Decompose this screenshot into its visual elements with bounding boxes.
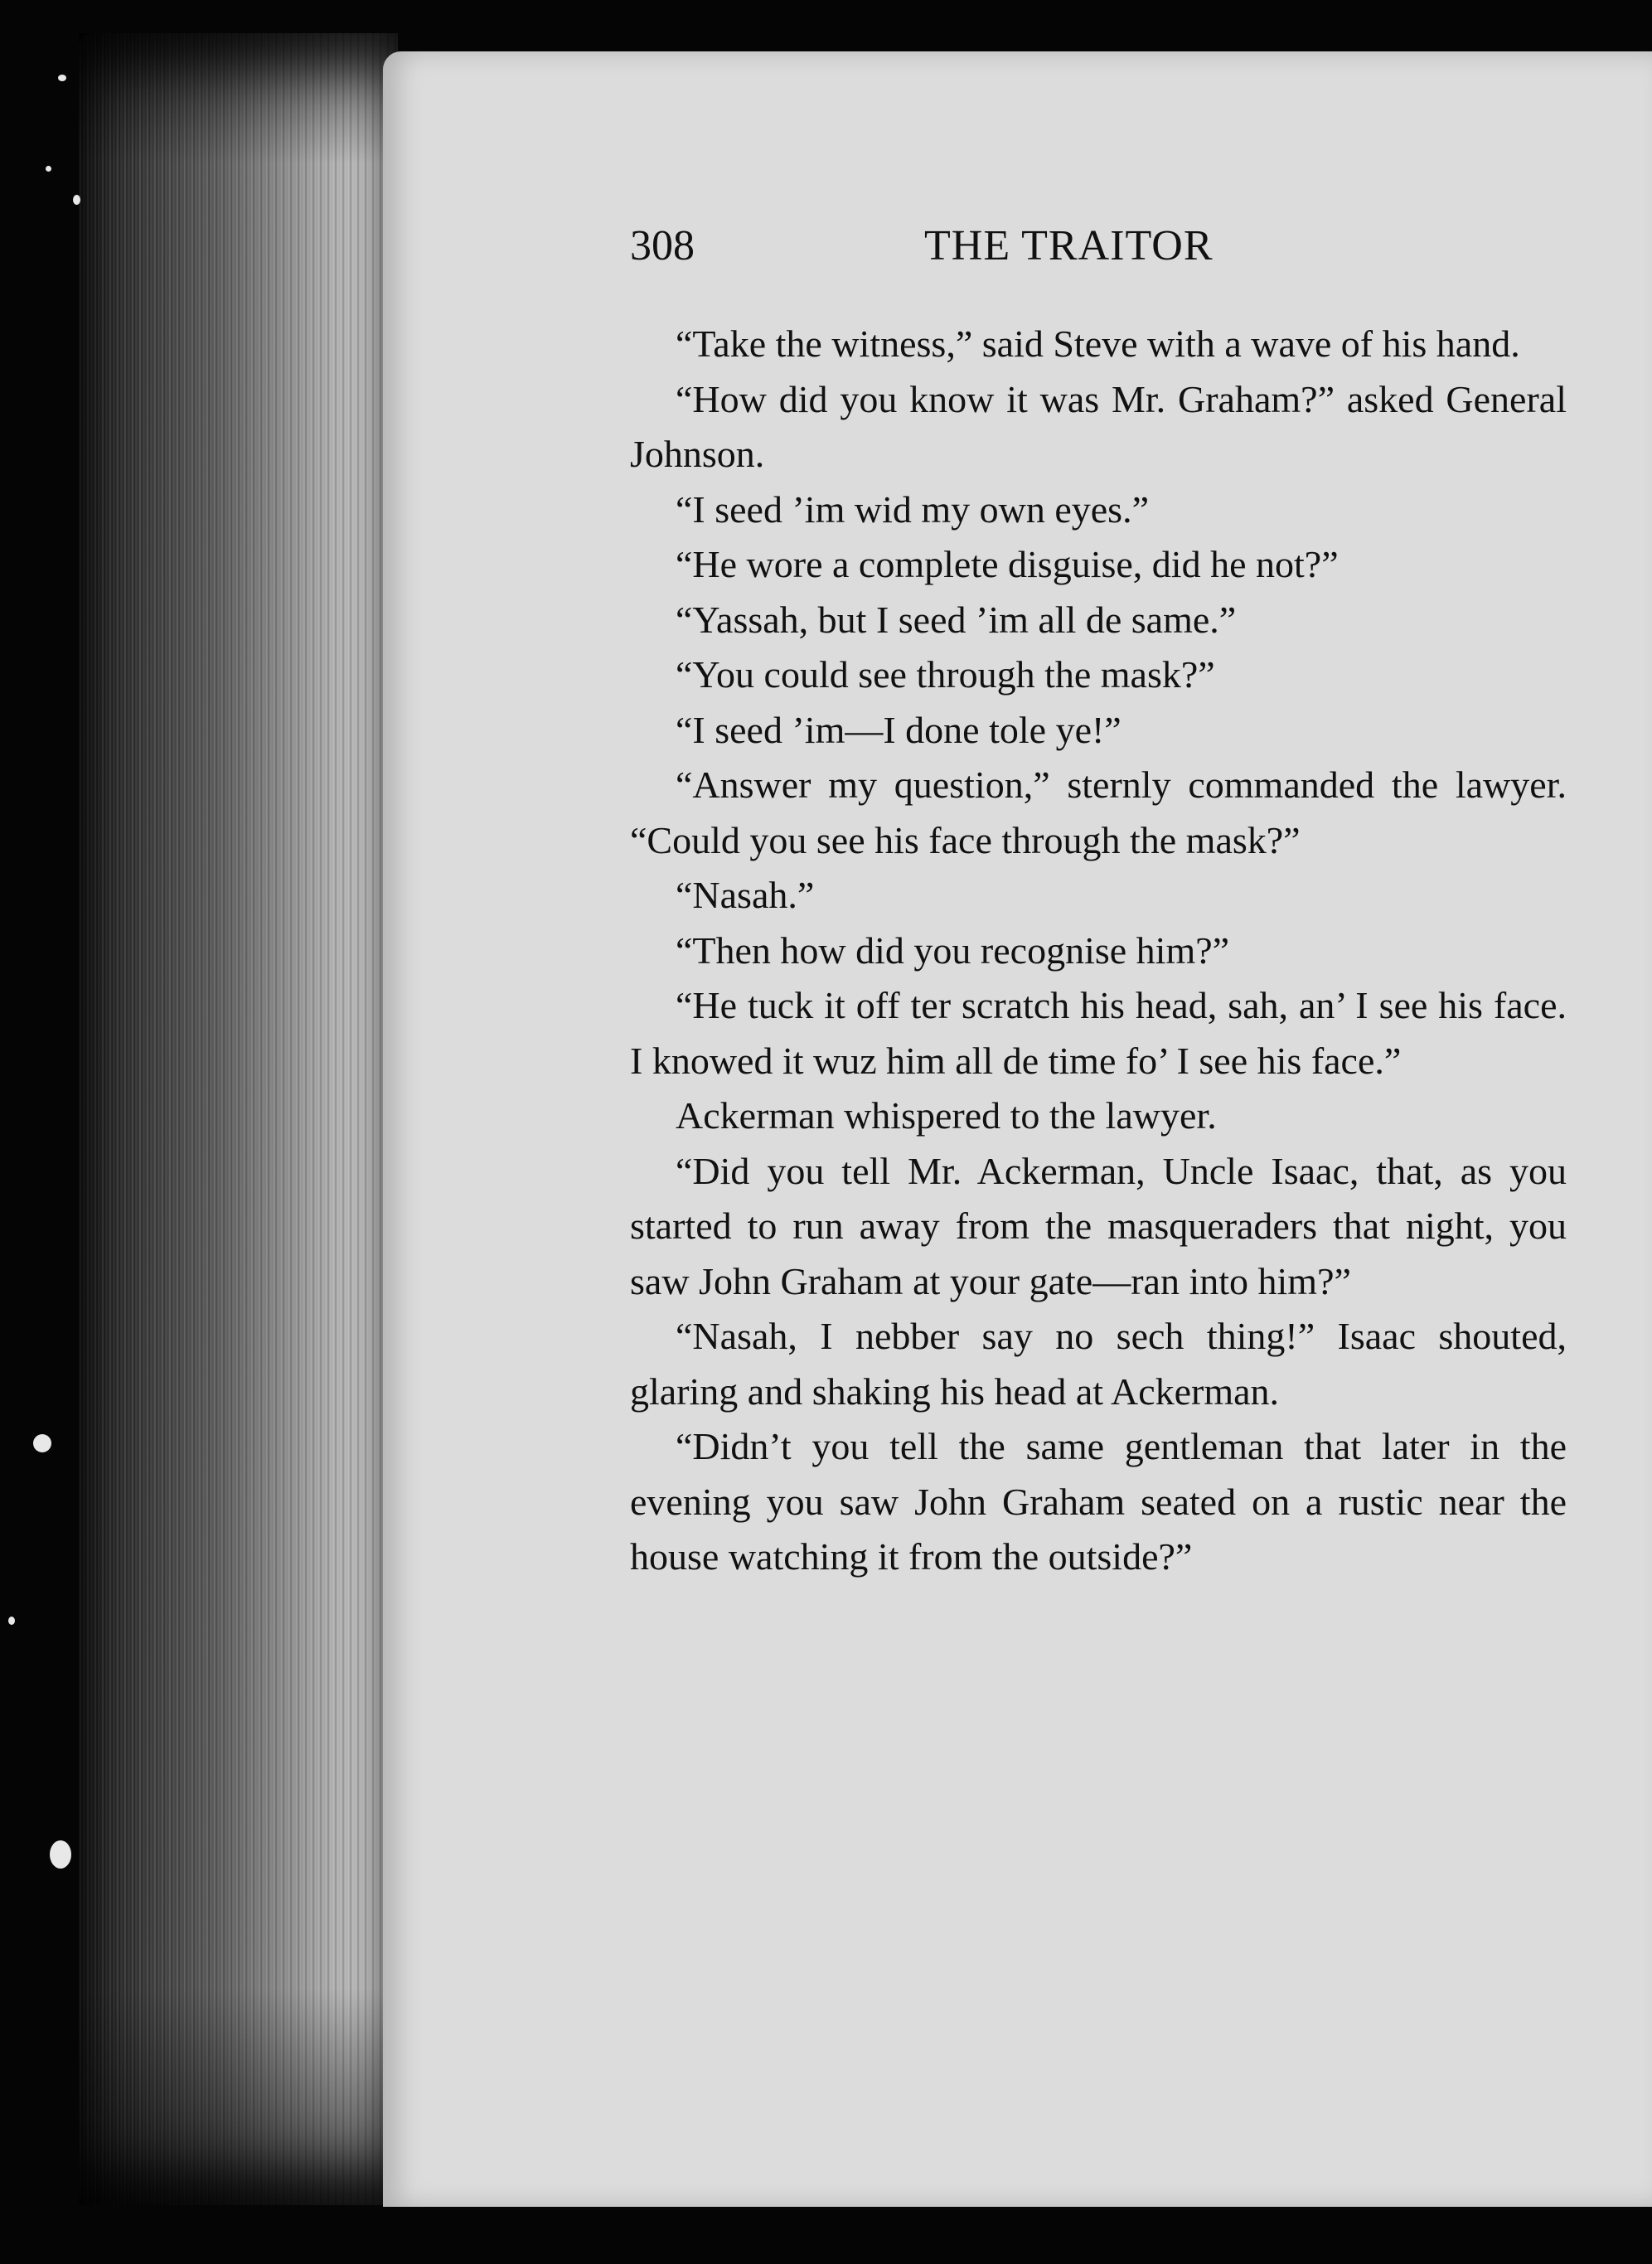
body-text	[630, 317, 1567, 1585]
dust-speck	[73, 195, 80, 205]
paragraph: “Then how did you recognise him?”	[676, 928, 1230, 972]
dust-speck	[8, 1617, 15, 1625]
book-fore-edge	[79, 33, 398, 2205]
paragraph: “Nasah, I nebber say no sech thing!” Isaac shouted, glaring and shaking his head at Ackerman.	[630, 1315, 1567, 1413]
paragraph: “Did you tell Mr. Ackerman, Uncle Isaac, that, as you started to run away from the masqueraders that night, you saw John Graham at your gate—ran into him?”	[630, 1149, 1567, 1302]
paragraph: “He wore a complete disguise, did he not?”	[676, 543, 1339, 585]
paragraph: “Didn’t you tell the same gentleman that later in the evening you saw John Graham seated on a rustic near the house watching it from the outside?”	[630, 1425, 1567, 1578]
running-title: THE TRAITOR	[924, 222, 1214, 269]
paragraph: “He tuck it off ter scratch his head, sah, an’ I see his face. I knowed it wuz him all de time fo’ I see his face.”	[630, 984, 1567, 1082]
paragraph: “Yassah, but I seed ’im all de same.”	[676, 598, 1237, 641]
paragraph: “Answer my question,” sternly commanded the lawyer. “Could you see his face through the mask?”	[630, 764, 1567, 861]
dust-speck	[46, 166, 51, 172]
paragraph: “How did you know it was Mr. Graham?” asked General Johnson.	[630, 377, 1567, 475]
paragraph: “I seed ’im—I done tole ye!”	[676, 708, 1122, 751]
dust-speck	[58, 75, 66, 81]
paragraph: “Take the witness,” said Steve with a wave of his hand.	[676, 322, 1520, 365]
page-number: 308	[630, 222, 695, 269]
paragraph: “I seed ’im wid my own eyes.”	[676, 487, 1150, 531]
running-head	[630, 217, 1567, 275]
dust-speck	[50, 1840, 71, 1869]
dust-speck	[33, 1434, 51, 1452]
paragraph: Ackerman whispered to the lawyer.	[676, 1094, 1217, 1137]
paragraph: “Nasah.”	[676, 874, 815, 916]
paragraph: “You could see through the mask?”	[676, 653, 1215, 696]
